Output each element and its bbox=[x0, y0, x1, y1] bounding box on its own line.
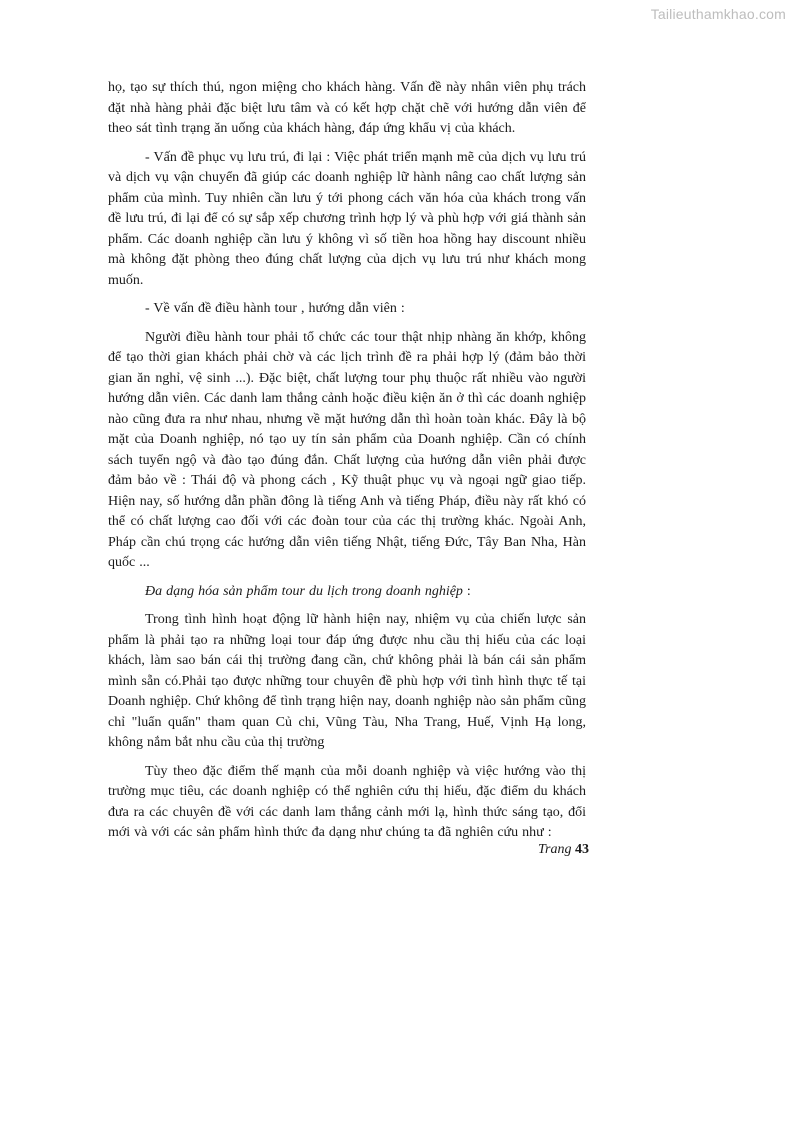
paragraph-tour-operation-heading: - Về vấn đề điều hành tour , hướng dẫn viên : bbox=[145, 301, 405, 316]
section-heading bbox=[108, 582, 586, 603]
document-body bbox=[108, 78, 586, 852]
paragraph-accommodation: - Vấn đề phục vụ lưu trú, đi lại : Việc phát triển mạnh mẽ của dịch vụ lưu trú và dịch vụ vận chuyển đã giúp các doanh nghiệp lữ hành nâng cao chất lượng sản phẩm của mình. Tuy nhiên cần lưu ý tới phong cách văn hóa của khách trong vấn đề lưu trú, đi lại để có sự sắp xếp chương trình hợp lý và phù hợp với giá thành sản phẩm. Các doanh nghiệp cần lưu ý không vì số tiền hoa hồng hay discount nhiều mà không đặt phòng theo đúng chất lượng của dịch vụ lưu trú như khách mong muốn. bbox=[108, 149, 586, 288]
page-number: 43 bbox=[574, 842, 589, 857]
watermark: Tailieuthamkhao.com bbox=[650, 6, 786, 22]
paragraph-market-targeting: Tùy theo đặc điểm thế mạnh của mỗi doanh nghiệp và việc hướng vào thị trường mục tiêu, các doanh nghiệp có thể nghiên cứu thị hiếu, đặc điểm du khách đưa ra các chuyên đề với các danh lam thắng cảnh mới lạ, hình thức sáng tạo, đổi mới và với các sản phẩm hình thức đa dạng như chúng ta đã nghiên cứu như : bbox=[108, 763, 586, 840]
section-heading-text: Đa dạng hóa sản phẩm tour du lịch trong doanh nghiệp bbox=[145, 583, 463, 599]
paragraph-continuation: họ, tạo sự thích thú, ngon miệng cho khách hàng. Vấn đề này nhân viên phụ trách đặt nhà hàng phải đặc biệt lưu tâm và có kết hợp chặt chẽ với hướng dẫn viên để theo sát tình trạng ăn uống của khách hàng, đáp ứng khẩu vị của khách. bbox=[108, 80, 586, 136]
paragraph-product-strategy: Trong tình hình hoạt động lữ hành hiện nay, nhiệm vụ của chiến lược sản phẩm là phải tạo ra những loại tour đáp ứng được nhu cầu thị hiếu của các loại khách, làm sao bán cái thị trường đang cần, chứ không phải là bán cái sản phẩm mình sẵn có.Phải tạo được những tour chuyên đề phù hợp với tình hình thực tế tại Doanh nghiệp. Chứ không để tình trạng hiện nay, doanh nghiệp nào sản phẩm cũng chỉ "luẩn quẩn" tham quan Củ chi, Vũng Tàu, Nha Trang, Huế, Vịnh Hạ long, không nắm bắt nhu cầu của thị trường bbox=[108, 612, 586, 750]
section-heading-suffix: : bbox=[462, 583, 471, 599]
paragraph-tour-guides: Người điều hành tour phải tổ chức các tour thật nhịp nhàng ăn khớp, không để tạo thời gian khách phải chờ và các lịch trình đề ra phải hợp lý (đảm bảo thời gian ăn nghỉ, vệ sinh ...). Đặc biệt, chất lượng tour phụ thuộc rất nhiều vào người hướng dẫn viên. Các danh lam thắng cảnh hoặc điều kiện ăn ở thì các doanh nghiệp nào cũng đưa ra như nhau, nhưng về mặt hướng dẫn thì hoàn toàn khác. Đây là bộ mặt của Doanh nghiệp, nó tạo uy tín sản phẩm của Doanh nghiệp. Cần có chính sách tuyển ngộ và đào tạo đúng đắn. Chất lượng của hướng dẫn viên phải được đảm bảo về : Thái độ và phong cách , Kỹ thuật phục vụ và ngoại ngữ giao tiếp. Hiện nay, số hướng dẫn phần đông là tiếng Anh và tiếng Pháp, điều này rất khó có thể có chất lượng cao đối với các đoàn tour của các thị trường khác. Ngoài Anh, Pháp cần chú trọng các hướng dẫn viên tiếng Nhật, tiếng Đức, Tây Ban Nha, Hàn quốc ... bbox=[108, 329, 586, 570]
page-footer bbox=[538, 842, 589, 858]
page-label: Trang bbox=[538, 842, 572, 857]
